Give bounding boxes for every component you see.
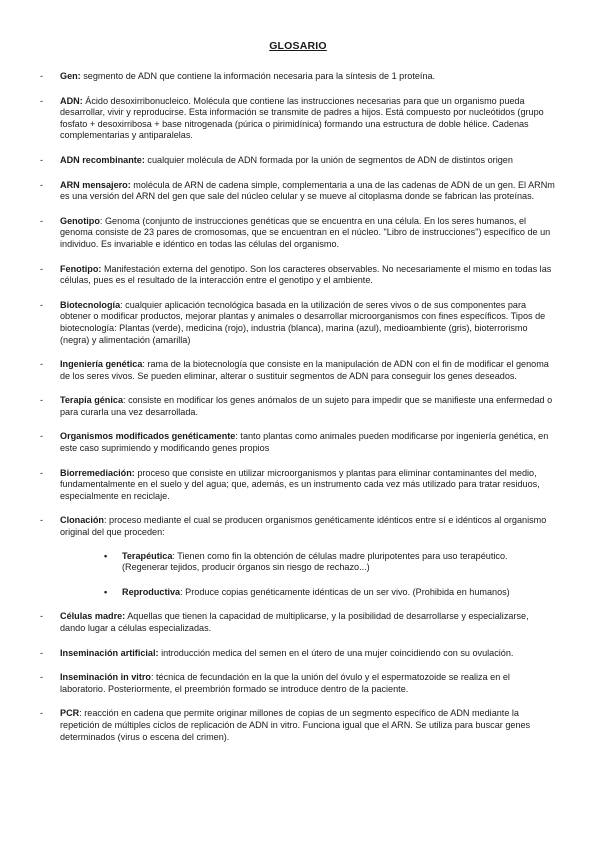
glossary-entry <box>40 155 556 167</box>
glossary-entry <box>40 359 556 382</box>
entry-definition: Ácido desoxirribonucleico. Molécula que contiene las instrucciones necesarias para que un organismo pueda desarrollar, vivir y reproducirse. Esta información se transmite de padres a hijos. Está compuesto por nucleótidos (grupo fosfato + desoxirribosa + base nitrogenada (púrica o pirimidínica) formando una estructura de doble hélice. Cadenas complementarias y antiparalelas. <box>60 95 544 141</box>
entry-term: Inseminación artificial: <box>60 647 159 658</box>
entry-definition: : técnica de fecundación en la que la unión del óvulo y el espermatozoide se realiza en el laboratorio. Posteriormente, el preembrión formado se introduce dentro de la paciente. <box>60 672 510 694</box>
glossary-entry <box>40 468 556 503</box>
glossary-entry <box>40 395 556 418</box>
sub-entry-term: Reproductiva <box>122 586 181 597</box>
list-dash: - <box>40 647 44 658</box>
glossary-entry <box>40 611 556 634</box>
entry-term: Fenotipo: <box>60 263 102 274</box>
list-dash: - <box>40 263 44 274</box>
entry-definition: : tanto plantas como animales pueden modificarse por ingeniería genética, en este caso suprimiendo y modificando genes propios <box>60 431 549 454</box>
entry-term: Ingeniería genética <box>60 359 143 370</box>
glossary-entry <box>40 708 556 743</box>
entry-term: ADN: <box>60 95 83 106</box>
glossary-entry <box>40 216 556 251</box>
list-dash: - <box>40 359 44 370</box>
list-dash: - <box>40 467 44 478</box>
entry-definition: : Genoma (conjunto de instrucciones genéticas que se encuentra en una célula. En los seres humanos, el genoma consiste de 23 pares de cromosomas, que se encuentran en el núcleo. "Libro de instrucciones") específico de un individuo. Es invariable e idéntico en todas las células del organismo. <box>60 215 551 249</box>
list-dash: - <box>40 515 44 526</box>
sub-entry <box>60 551 556 574</box>
entry-definition: : cualquier aplicación tecnológica basada en la utilización de seres vivos o de sus componentes para obtener o modificar productos, mejorar plantas y animales o desarrollar microorganismos con fines específicos. Tipos de biotecnología: Plantas (verde), medicina (rojo), industria (blanca), marina (azul), medioambiente (gris), bioterrorismo (negra) y alimentación (amarilla) <box>60 299 546 345</box>
bullet-icon: • <box>104 586 108 597</box>
list-dash: - <box>40 71 44 81</box>
entry-term: Células madre: <box>60 611 126 622</box>
entry-term: ADN recombinante: <box>60 154 145 165</box>
glossary-entry <box>40 672 556 695</box>
list-dash: - <box>40 708 44 719</box>
entry-definition: Aquellas que tienen la capacidad de multiplicarse, y la posibilidad de desarrollarse y especializarse, dando lugar a células especializadas. <box>60 611 529 633</box>
list-dash: - <box>40 215 44 226</box>
sub-entry-term: Terapéutica <box>122 550 173 561</box>
list-dash: - <box>40 179 44 190</box>
sub-list <box>60 551 556 599</box>
entry-term: Gen: <box>60 71 81 81</box>
entry-term: Terapia génica <box>60 395 124 406</box>
entry-term: ARN mensajero: <box>60 179 131 190</box>
list-dash: - <box>40 395 44 406</box>
entry-term: PCR <box>60 708 80 719</box>
entry-definition: segmento de ADN que contiene la información necesaria para la síntesis de 1 proteína. <box>80 71 436 81</box>
entry-definition: proceso que consiste en utilizar microorganismos y plantas para eliminar contaminantes del medio, fundamentalmente en el suelo y del agua; que, además, es un instrumento cada vez más utilizado para tratar residuos, especialmente en reciclaje. <box>60 467 540 501</box>
list-dash: - <box>40 672 44 683</box>
glossary-entry <box>40 264 556 287</box>
entry-term: Biorremediación: <box>60 467 135 478</box>
glossary-entry <box>40 96 556 142</box>
entry-term: Inseminación in vitro <box>60 672 151 683</box>
page-title: GLOSARIO <box>269 40 327 52</box>
glossary-entry <box>40 71 556 83</box>
entry-definition: : proceso mediante el cual se producen organismos genéticamente idénticos entre sí e idénticos al organismo original del que proceden: <box>60 515 547 538</box>
glossary-entry <box>40 648 556 660</box>
entry-definition: molécula de ARN de cadena simple, complementaria a una de las cadenas de ADN de un gen. El ARNm es una versión del ARN del gen que sale del núcleo celular y se mueve al citoplasma donde se fabrican las proteínas. <box>60 179 555 202</box>
bullet-icon: • <box>104 550 108 561</box>
list-dash: - <box>40 611 44 622</box>
list-dash: - <box>40 299 44 310</box>
entry-definition: Manifestación externa del genotipo. Son los caracteres observables. No necesariamente el mismo en todas las células, pues es el resultado de la interacción entre el genotipo y el ambiente. <box>60 263 552 286</box>
entry-definition: introducción medica del semen en el útero de una mujer coincidiendo con su ovulación. <box>158 647 514 658</box>
entry-definition: : reacción en cadena que permite originar millones de copias de un segmento específico de ADN mediante la repetición de múltiples ciclos de replicación de ADN in vitro. Funciona igual que el ARN. Se utiliza para buscar genes determinados (virus o escena del crimen). <box>60 708 531 742</box>
glossary-entry <box>40 180 556 203</box>
glossary-entry <box>40 515 556 598</box>
entry-definition: cualquier molécula de ADN formada por la unión de segmentos de ADN de distintos origen <box>144 154 513 165</box>
sub-entry-definition: : Produce copias genéticamente idénticas de un ser vivo. (Prohibida en humanos) <box>180 586 510 597</box>
entry-definition: : consiste en modificar los genes anómalos de un sujeto para impedir que se manifieste una enfermedad o para curarla una vez desarrollada. <box>60 395 553 417</box>
glossary-entry <box>40 300 556 346</box>
glossary-list <box>40 71 556 743</box>
entry-term: Genotipo <box>60 215 100 226</box>
entry-definition: : rama de la biotecnología que consiste en la manipulación de ADN con el fin de modificar el genoma de los seres vivos. Se pueden eliminar, alterar o sustituir segmentos de ADN para conseguir los genes deseados. <box>60 359 549 381</box>
sub-entry <box>60 587 556 599</box>
list-dash: - <box>40 95 44 106</box>
entry-term: Biotecnología <box>60 299 121 310</box>
list-dash: - <box>40 431 44 442</box>
list-dash: - <box>40 154 44 165</box>
entry-term: Organismos modificados genéticamente <box>60 431 236 442</box>
sub-entry-definition: : Tienen como fin la obtención de células madre pluripotentes para uso terapéutico. (Regenerar tejidos, producir órganos sin riesgo de rechazo...) <box>122 550 508 573</box>
glossary-entry <box>40 431 556 454</box>
entry-term: Clonación <box>60 515 104 526</box>
